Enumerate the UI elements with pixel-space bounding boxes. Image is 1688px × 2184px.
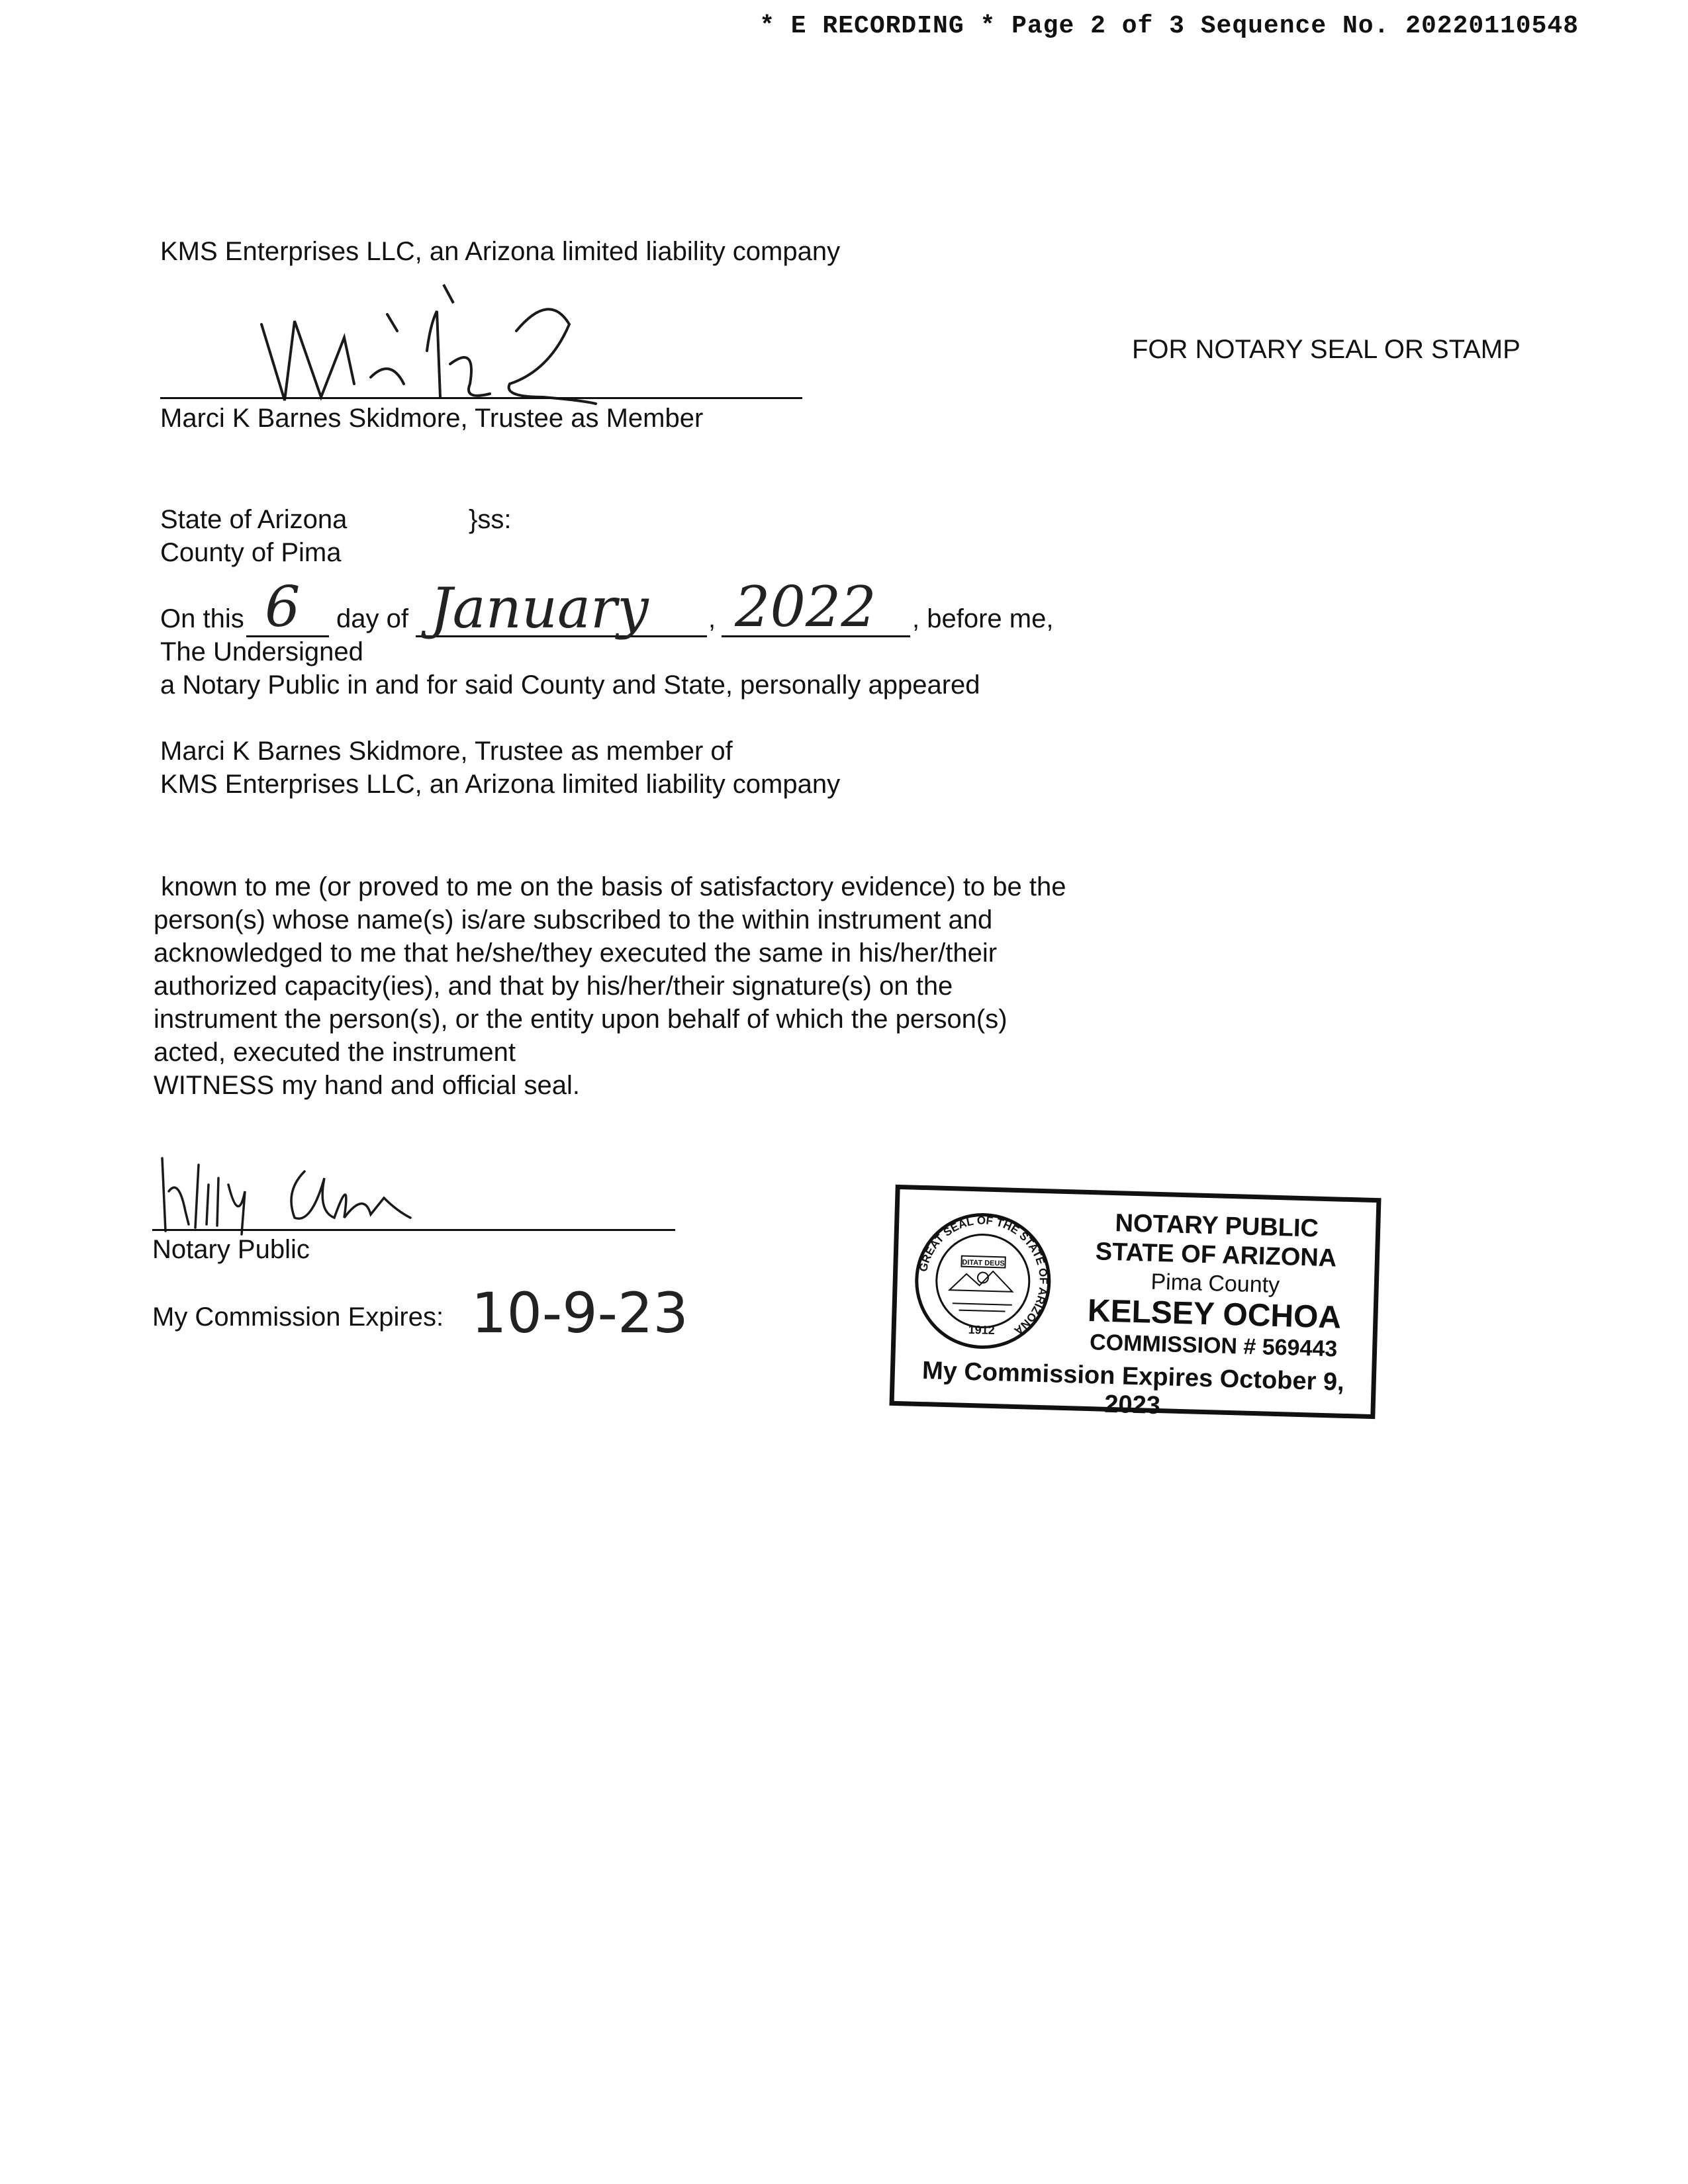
- seal-motto: DITAT DEUS: [962, 1258, 1005, 1268]
- stamp-state: STATE OF ARIZONA: [1095, 1238, 1337, 1273]
- notary-stamp: [889, 1185, 1381, 1419]
- undersigned: The Undersigned: [160, 637, 363, 666]
- stamp-notary-name: KELSEY OCHOA: [1087, 1293, 1342, 1336]
- seal-year: 1912: [968, 1322, 996, 1338]
- day-of-label: day of: [336, 604, 408, 633]
- stamp-text: [1061, 1207, 1370, 1364]
- body-line: person(s) whose name(s) is/are subscribed to the within instrument and: [154, 905, 993, 934]
- body-line: acted, executed the instrument: [154, 1038, 516, 1067]
- venue-ss: }ss:: [469, 505, 512, 534]
- company-line: KMS Enterprises LLC, an Arizona limited liability company: [160, 237, 841, 266]
- month-value: January: [430, 576, 649, 641]
- notary-area-label: FOR NOTARY SEAL OR STAMP: [1132, 335, 1521, 364]
- stamp-county: Pima County: [1150, 1269, 1280, 1298]
- recording-header: * E RECORDING * Page 2 of 3 Sequence No. 20220110548: [759, 12, 1579, 40]
- stamp-commission-number: COMMISSION # 569443: [1089, 1330, 1338, 1362]
- body-line: authorized capacity(ies), and that by his/her/their signature(s) on the: [154, 972, 953, 1001]
- signer-title: Marci K Barnes Skidmore, Trustee as Member: [160, 404, 704, 433]
- day-value: 6: [265, 574, 301, 639]
- state-seal-icon: [912, 1210, 1055, 1353]
- witness-line: WITNESS my hand and official seal.: [154, 1071, 580, 1100]
- svg-text:GREAT SEAL OF THE STATE OF ARI: [915, 1212, 1051, 1338]
- notary-signature-line: [152, 1229, 675, 1231]
- month-comma: ,: [708, 604, 716, 633]
- acknowledgment-paragraph: [154, 870, 1066, 1102]
- body-line: known to me (or proved to me on the basis of satisfactory evidence) to be the: [154, 872, 1066, 901]
- year-value: 2022: [735, 574, 876, 639]
- venue-state: State of Arizona: [160, 505, 348, 534]
- before-me: , before me,: [912, 604, 1054, 633]
- body-line: acknowledged to me that he/she/they executed the same in his/her/their: [154, 938, 998, 968]
- venue-county: County of Pima: [160, 538, 342, 567]
- stamp-expiration: My Commission Expires October 9, 2023: [921, 1357, 1345, 1420]
- commission-value: 10-9-23: [471, 1281, 688, 1345]
- appeared-line-1: Marci K Barnes Skidmore, Trustee as member of: [160, 737, 733, 766]
- appeared-line-2: KMS Enterprises LLC, an Arizona limited liability company: [160, 770, 841, 799]
- grantor-signature-line: [160, 397, 802, 399]
- body-line: instrument the person(s), or the entity upon behalf of which the person(s): [154, 1005, 1008, 1034]
- notary-signature: [152, 1152, 496, 1238]
- notary-public-line: a Notary Public in and for said County and State, personally appeared: [160, 670, 980, 700]
- seal-ring-text: GREAT SEAL OF THE STATE OF ARIZONA: [916, 1214, 1050, 1338]
- commission-label: My Commission Expires:: [152, 1302, 444, 1332]
- notary-public-label: Notary Public: [152, 1235, 310, 1264]
- stamp-notary-public: NOTARY PUBLIC: [1114, 1209, 1319, 1243]
- on-this-label: On this: [160, 604, 244, 633]
